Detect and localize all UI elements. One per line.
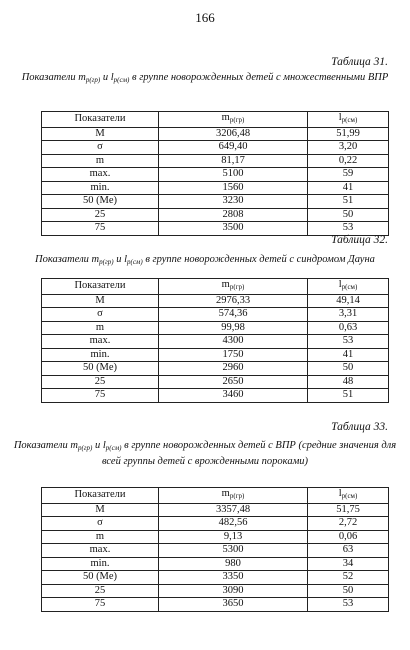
cell-indicator: min. [42, 348, 159, 362]
cell-indicator: m [42, 154, 159, 168]
cell-weight: 2808 [159, 208, 308, 222]
cell-weight: 3206,48 [159, 127, 308, 141]
header-length: $l_{р(см)}$ [308, 488, 389, 504]
table-row [42, 571, 389, 585]
cell-weight: 3357,48 [159, 503, 308, 517]
table-row [42, 375, 389, 389]
cell-length: 48 [308, 375, 389, 389]
cell-indicator: 50 (Me) [42, 571, 159, 585]
cell-weight: 980 [159, 557, 308, 571]
table-header-row [42, 488, 389, 504]
cell-indicator: 25 [42, 584, 159, 598]
cell-indicator: max. [42, 544, 159, 558]
cell-length: 0,22 [308, 154, 389, 168]
cell-indicator: min. [42, 181, 159, 195]
cell-indicator: 75 [42, 389, 159, 403]
table-33-caption: Показатели $m_{р(гр)}$ и $l_{р(см)}$ в группе новорожденных детей с ВПР (средние значения для всей группы детей с врожденными пороками) [13, 440, 397, 467]
table-row [42, 503, 389, 517]
table-header-row [42, 112, 389, 128]
cell-weight: 2960 [159, 362, 308, 376]
table-row [42, 321, 389, 335]
cell-indicator: σ [42, 141, 159, 155]
table-row [42, 308, 389, 322]
cell-weight: 3350 [159, 571, 308, 585]
table-row [42, 557, 389, 571]
cell-indicator: max. [42, 168, 159, 182]
header-indicators: Показатели [42, 488, 159, 504]
table-row [42, 389, 389, 403]
cell-length: 63 [308, 544, 389, 558]
cell-indicator: m [42, 530, 159, 544]
cell-length: 41 [308, 348, 389, 362]
cell-length: 59 [308, 168, 389, 182]
header-weight: $m_{р(гр)}$ [159, 279, 308, 295]
cell-weight: 2650 [159, 375, 308, 389]
table-32-caption: Показатели $m_{р(гр)}$ и $l_{р(см)}$ в группе новорожденных детей с синдромом Дауна [35, 254, 375, 266]
table-row [42, 530, 389, 544]
cell-length: 51,75 [308, 503, 389, 517]
cell-length: 2,72 [308, 517, 389, 531]
table-row [42, 181, 389, 195]
table-row [42, 598, 389, 612]
cell-length: 41 [308, 181, 389, 195]
cell-indicator: max. [42, 335, 159, 349]
cell-weight: 4300 [159, 335, 308, 349]
cell-length: 3,31 [308, 308, 389, 322]
header-weight: $m_{р(гр)}$ [159, 112, 308, 128]
cell-weight: 81,17 [159, 154, 308, 168]
cell-indicator: 50 (Me) [42, 195, 159, 209]
cell-weight: 2976,33 [159, 294, 308, 308]
cell-length: 52 [308, 571, 389, 585]
cell-length: 53 [308, 222, 389, 236]
cell-length: 50 [308, 584, 389, 598]
cell-weight: 5300 [159, 544, 308, 558]
cell-weight: 482,56 [159, 517, 308, 531]
table-row [42, 208, 389, 222]
cell-indicator: 50 (Me) [42, 362, 159, 376]
table-row [42, 154, 389, 168]
cell-length: 51 [308, 389, 389, 403]
cell-weight: 3460 [159, 389, 308, 403]
cell-length: 51,99 [308, 127, 389, 141]
cell-indicator: 25 [42, 375, 159, 389]
cell-length: 53 [308, 598, 389, 612]
table-row [42, 222, 389, 236]
cell-length: 50 [308, 362, 389, 376]
cell-weight: 3230 [159, 195, 308, 209]
table-header-row [42, 279, 389, 295]
cell-length: 50 [308, 208, 389, 222]
cell-indicator: 75 [42, 598, 159, 612]
cell-weight: 3500 [159, 222, 308, 236]
table-32-label: Таблица 32. [331, 234, 388, 246]
table-row [42, 348, 389, 362]
page-number: 166 [195, 10, 215, 25]
cell-weight: 574,36 [159, 308, 308, 322]
cell-weight: 1560 [159, 181, 308, 195]
cell-weight: 3090 [159, 584, 308, 598]
cell-length: 3,20 [308, 141, 389, 155]
cell-weight: 1750 [159, 348, 308, 362]
table-33 [41, 487, 389, 612]
cell-indicator: M [42, 294, 159, 308]
table-31-caption: Показатели $m_{р(гр)}$ и $l_{р(см)}$ в группе новорожденных детей с множественными ВПР [21, 72, 389, 84]
table-31 [41, 111, 389, 236]
cell-indicator: M [42, 127, 159, 141]
cell-indicator: M [42, 503, 159, 517]
cell-length: 0,06 [308, 530, 389, 544]
header-indicators: Показатели [42, 279, 159, 295]
cell-weight: 5100 [159, 168, 308, 182]
table-32 [41, 278, 389, 403]
table-row [42, 294, 389, 308]
table-31-label: Таблица 31. [331, 56, 388, 68]
cell-length: 49,14 [308, 294, 389, 308]
table-row [42, 168, 389, 182]
cell-indicator: 25 [42, 208, 159, 222]
table-33-label: Таблица 33. [331, 421, 388, 433]
cell-length: 0,63 [308, 321, 389, 335]
cell-length: 51 [308, 195, 389, 209]
header-length: $l_{р(см)}$ [308, 279, 389, 295]
table-row [42, 195, 389, 209]
cell-weight: 9,13 [159, 530, 308, 544]
cell-indicator: σ [42, 517, 159, 531]
header-weight: $m_{р(гр)}$ [159, 488, 308, 504]
header-length: $l_{р(см)}$ [308, 112, 389, 128]
cell-length: 53 [308, 335, 389, 349]
cell-weight: 649,40 [159, 141, 308, 155]
cell-length: 34 [308, 557, 389, 571]
table-row [42, 335, 389, 349]
cell-indicator: σ [42, 308, 159, 322]
table-row [42, 362, 389, 376]
table-row [42, 127, 389, 141]
cell-indicator: m [42, 321, 159, 335]
cell-weight: 3650 [159, 598, 308, 612]
cell-weight: 99,98 [159, 321, 308, 335]
table-row [42, 584, 389, 598]
table-row [42, 544, 389, 558]
table-row [42, 141, 389, 155]
cell-indicator: 75 [42, 222, 159, 236]
table-row [42, 517, 389, 531]
header-indicators: Показатели [42, 112, 159, 128]
cell-indicator: min. [42, 557, 159, 571]
